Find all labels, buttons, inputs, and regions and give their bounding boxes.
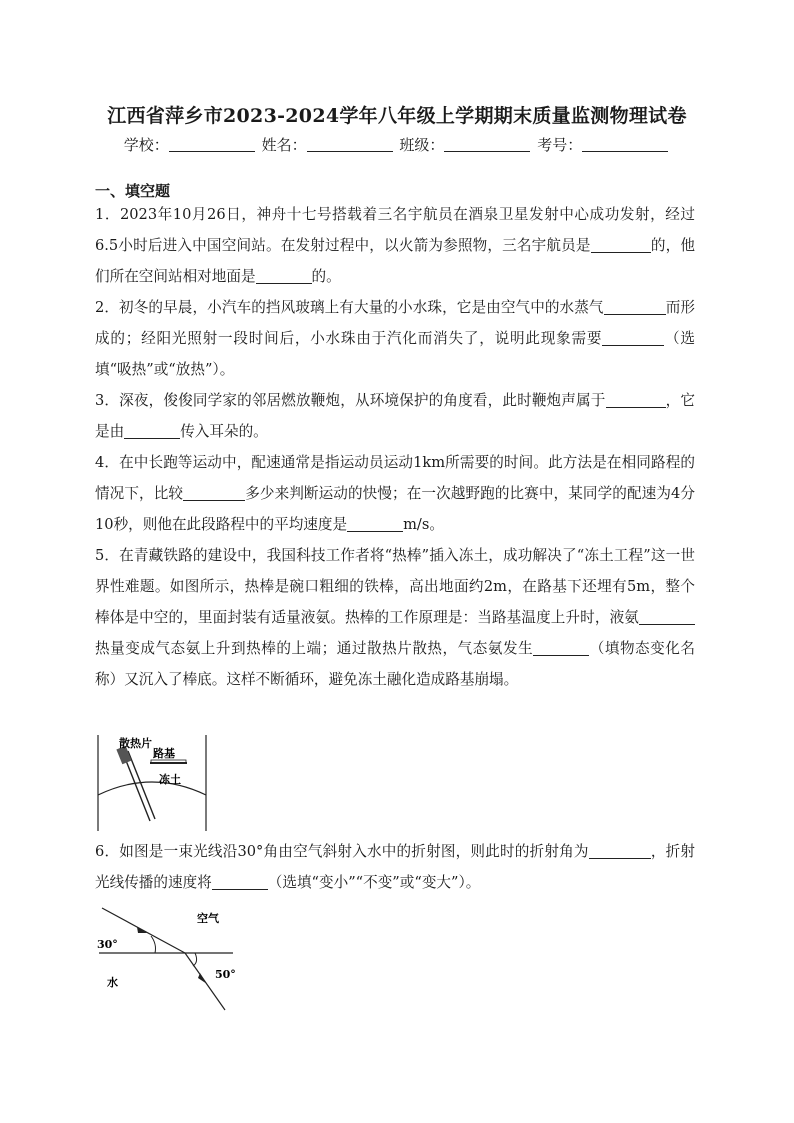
q6-blank-1[interactable] bbox=[589, 844, 651, 859]
q2-blank-1[interactable] bbox=[604, 300, 666, 315]
question-5 bbox=[95, 540, 695, 695]
q1-text-a: 1．2023年10月26日，神舟十七号搭载着三名宇航员在酒泉卫星发射中心成功发射，经过6.5小时后进入中国空间站。在发射过程中，以火箭为参照物，三名宇航员是 bbox=[95, 206, 695, 254]
exam-title: 江西省萍乡市2023-2024学年八年级上学期期末质量监测物理试卷 bbox=[107, 105, 687, 127]
heat-pipe-rod bbox=[116, 746, 155, 821]
question-6 bbox=[95, 836, 695, 898]
q3-text-c: 传入耳朵的。 bbox=[180, 423, 268, 440]
student-info-line bbox=[0, 134, 794, 155]
name-label: 姓名： bbox=[261, 136, 307, 154]
class-blank[interactable] bbox=[444, 137, 530, 152]
refraction-angle-arc bbox=[193, 953, 197, 966]
q1-blank-1[interactable] bbox=[591, 238, 651, 253]
q4-text-b: 多少来判断运动的快慢；在一次越野跑的比赛中，某同学的配速为4分10秒，则他在此段路程中的平均速度是 bbox=[95, 485, 695, 533]
section-heading-fill-in: 一、填空题 bbox=[95, 182, 171, 200]
number-label: 考号： bbox=[537, 136, 583, 154]
q3-blank-2[interactable] bbox=[124, 424, 180, 439]
fig6-label-water: 水 bbox=[107, 976, 118, 989]
question-3 bbox=[95, 385, 695, 447]
q5-blank-1[interactable] bbox=[639, 610, 695, 625]
fig5-label-permafrost: 冻土 bbox=[159, 773, 181, 786]
fig6-angle-50: 50° bbox=[215, 968, 236, 981]
q2-text-c: （选填“吸热”或“放热”）。 bbox=[95, 330, 695, 378]
q4-text-a: 4．在中长跑等运动中，配速通常是指运动员运动1km所需要的时间。此方法是在相同路程的情况下，比较 bbox=[95, 454, 695, 502]
school-blank[interactable] bbox=[169, 137, 255, 152]
q1-text-b: 的，他们所在空间站相对地面是 bbox=[95, 237, 695, 285]
school-label: 学校： bbox=[123, 136, 169, 154]
q2-blank-2[interactable] bbox=[602, 331, 664, 346]
q5-text-a: 5．在青藏铁路的建设中，我国科技工作者将“热棒”插入冻土，成功解决了“冻土工程”这一世界性难题。如图所示，热棒是碗口粗细的铁棒，高出地面约2m，在路基下还埋有5m，整个棒体是中空的，里面封装有适量液氨。热棒的工作原理是：当路基温度上升时，液氨 bbox=[95, 547, 695, 626]
question-2 bbox=[95, 292, 695, 385]
incidence-angle-arc bbox=[151, 936, 156, 953]
q5-text-b: 热量变成气态氨上升到热棒的上端；通过散热片散热，气态氨发生 bbox=[95, 640, 534, 657]
class-label: 班级： bbox=[399, 136, 445, 154]
q4-blank-2[interactable] bbox=[347, 517, 403, 532]
q1-blank-2[interactable] bbox=[256, 269, 312, 284]
q2-text-b: 而形成的；经阳光照射一段时间后，小水珠由于汽化而消失了，说明此现象需要 bbox=[95, 299, 695, 347]
q4-blank-1[interactable] bbox=[183, 486, 245, 501]
q6-text-a: 6．如图是一束光线沿30°角由空气斜射入水中的折射图，则此时的折射角为 bbox=[95, 843, 589, 860]
name-blank[interactable] bbox=[307, 137, 393, 152]
q6-text-b: ，折射光线传播的速度将 bbox=[95, 843, 695, 891]
q5-text-c: （填物态变化名称）又沉入了棒底。这样不断循环，避免冻土融化造成路基崩塌。 bbox=[95, 640, 695, 688]
q6-blank-2[interactable] bbox=[212, 875, 268, 890]
refraction-figure bbox=[95, 900, 255, 1020]
refracted-ray-arrow bbox=[198, 973, 207, 984]
q1-text-c: 的。 bbox=[311, 268, 341, 285]
fig6-angle-30: 30° bbox=[97, 938, 118, 951]
q2-text-a: 2．初冬的早晨，小汽车的挡风玻璃上有大量的小水珠，它是由空气中的水蒸气 bbox=[95, 299, 604, 316]
q4-text-c: m/s。 bbox=[403, 516, 444, 533]
q5-blank-2[interactable] bbox=[533, 641, 589, 656]
fig6-label-air: 空气 bbox=[197, 912, 219, 925]
fig5-label-roadbed: 路基 bbox=[153, 747, 175, 760]
heat-pipe-figure bbox=[95, 735, 210, 835]
question-4 bbox=[95, 447, 695, 540]
q6-text-c: （选填“变小”“不变”或“变大”）。 bbox=[267, 874, 481, 891]
number-blank[interactable] bbox=[582, 137, 668, 152]
q3-blank-1[interactable] bbox=[606, 393, 666, 408]
q3-text-a: 3．深夜，俊俊同学家的邻居燃放鞭炮，从环境保护的角度看，此时鞭炮声属于 bbox=[95, 392, 606, 409]
q3-text-b: ，它是由 bbox=[95, 392, 695, 440]
fig5-label-fins: 散热片 bbox=[119, 737, 152, 750]
question-1 bbox=[95, 199, 695, 292]
